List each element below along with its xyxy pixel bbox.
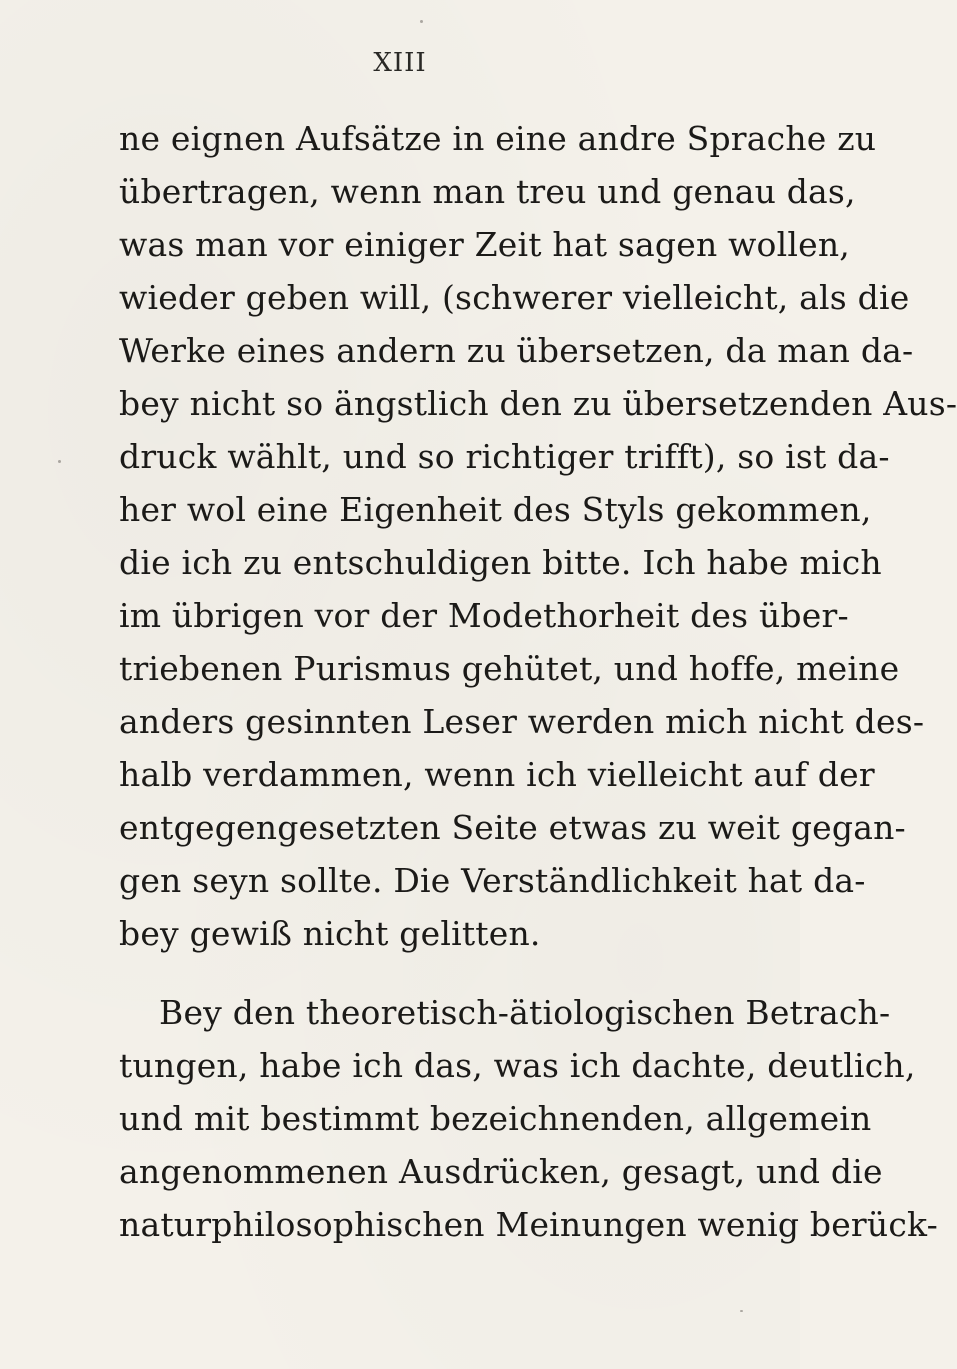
paper-speck: [420, 20, 423, 23]
text-line: was man vor einiger Zeit hat sagen wollen,: [119, 225, 850, 264]
text-line: die ich zu entschuldigen bitte. Ich habe mich: [119, 543, 882, 582]
paragraph-1: [119, 112, 957, 960]
paragraph-2-continued: [119, 1039, 939, 1251]
text-line: halb verdammen, wenn ich vielleicht auf der: [119, 755, 875, 794]
text-line: bey gewiß nicht gelitten.: [119, 914, 541, 953]
paper-speck: [740, 1310, 743, 1312]
paragraph-gap: [119, 960, 764, 986]
text-line: übertragen, wenn man treu und genau das,: [119, 172, 856, 211]
paper-speck: [58, 460, 61, 463]
text-line: Bey den theoretisch-ätiologischen Betrach-: [159, 993, 891, 1032]
text-line: angenommenen Ausdrücken, gesagt, und die: [119, 1152, 883, 1191]
text-line: entgegengesetzten Seite etwas zu weit gegan-: [119, 808, 906, 847]
body-text: [119, 112, 957, 1251]
text-line: und mit bestimmt bezeichnenden, allgemein: [119, 1099, 872, 1138]
text-line: bey nicht so ängstlich den zu übersetzenden Aus-: [119, 384, 957, 423]
text-line: her wol eine Eigenheit des Styls gekommen,: [119, 490, 872, 529]
text-line: ne eignen Aufsätze in eine andre Sprache zu: [119, 119, 877, 158]
paragraph-2: [119, 986, 891, 1039]
page-number: XIII: [373, 48, 427, 78]
text-line: druck wählt, und so richtiger trifft), so ist da-: [119, 437, 890, 476]
text-line: wieder geben will, (schwerer vielleicht, als die: [119, 278, 910, 317]
text-line: anders gesinnten Leser werden mich nicht des-: [119, 702, 925, 741]
text-line: Werke eines andern zu übersetzen, da man da-: [119, 331, 914, 370]
text-line: triebenen Purismus gehütet, und hoffe, meine: [119, 649, 900, 688]
text-line: im übrigen vor der Modethorheit des über-: [119, 596, 849, 635]
paper-speck: [432, 1010, 434, 1013]
text-line: gen seyn sollte. Die Verständlichkeit hat da-: [119, 861, 866, 900]
text-line: tungen, habe ich das, was ich dachte, deutlich,: [119, 1046, 916, 1085]
text-line: naturphilosophischen Meinungen wenig berück-: [119, 1205, 939, 1244]
